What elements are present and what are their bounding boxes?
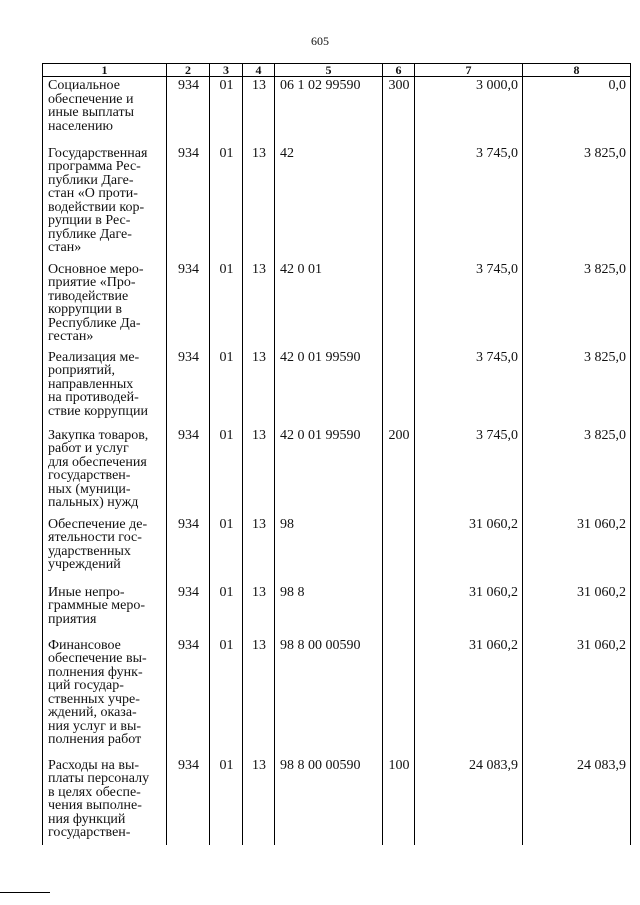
cell-expense-type: 100 bbox=[383, 757, 415, 845]
cell-target-article: 98 8 bbox=[275, 584, 383, 637]
cell-target-article: 42 0 01 99590 bbox=[275, 427, 383, 516]
table-row bbox=[43, 261, 631, 349]
cell-amount-year1: 24 083,9 bbox=[415, 757, 523, 845]
cell-subsection: 13 bbox=[243, 584, 275, 637]
column-header: 2 bbox=[167, 64, 210, 77]
cell-amount-year1: 3 745,0 bbox=[415, 349, 523, 427]
scan-artifact-line bbox=[0, 892, 50, 893]
cell-expense-type bbox=[383, 349, 415, 427]
cell-amount-year1: 31 060,2 bbox=[415, 516, 523, 584]
cell-ministry-code: 934 bbox=[167, 427, 210, 516]
cell-section: 01 bbox=[210, 427, 243, 516]
cell-subsection: 13 bbox=[243, 637, 275, 757]
cell-expense-type bbox=[383, 145, 415, 261]
column-header: 3 bbox=[210, 64, 243, 77]
cell-amount-year1: 3 745,0 bbox=[415, 145, 523, 261]
cell-section: 01 bbox=[210, 261, 243, 349]
table-row bbox=[43, 516, 631, 584]
cell-subsection: 13 bbox=[243, 757, 275, 845]
cell-section: 01 bbox=[210, 584, 243, 637]
table-row bbox=[43, 427, 631, 516]
cell-subsection: 13 bbox=[243, 77, 275, 145]
table-row bbox=[43, 145, 631, 261]
cell-section: 01 bbox=[210, 145, 243, 261]
row-name: Социальное обеспечение и иные выплаты населению bbox=[43, 77, 167, 145]
cell-target-article: 98 8 00 00590 bbox=[275, 637, 383, 757]
column-header: 5 bbox=[275, 64, 383, 77]
column-header: 6 bbox=[383, 64, 415, 77]
row-name: Реализация ме- роприятий, направленных на противодей- ствие коррупции bbox=[43, 349, 167, 427]
cell-section: 01 bbox=[210, 637, 243, 757]
cell-subsection: 13 bbox=[243, 261, 275, 349]
cell-ministry-code: 934 bbox=[167, 261, 210, 349]
row-name: Обеспечение де- ятельности гос- ударственных учреждений bbox=[43, 516, 167, 584]
table-row bbox=[43, 757, 631, 845]
cell-amount-year2: 3 825,0 bbox=[523, 145, 631, 261]
cell-subsection: 13 bbox=[243, 145, 275, 261]
cell-target-article: 42 0 01 bbox=[275, 261, 383, 349]
cell-amount-year2: 24 083,9 bbox=[523, 757, 631, 845]
cell-ministry-code: 934 bbox=[167, 516, 210, 584]
cell-expense-type bbox=[383, 261, 415, 349]
cell-amount-year2: 31 060,2 bbox=[523, 516, 631, 584]
cell-amount-year2: 0,0 bbox=[523, 77, 631, 145]
cell-target-article: 42 0 01 99590 bbox=[275, 349, 383, 427]
cell-amount-year2: 31 060,2 bbox=[523, 584, 631, 637]
cell-amount-year1: 3 745,0 bbox=[415, 261, 523, 349]
cell-expense-type bbox=[383, 516, 415, 584]
row-name: Закупка товаров, работ и услуг для обеспечения государствен- ных (муници- пальных) нужд bbox=[43, 427, 167, 516]
cell-target-article: 98 bbox=[275, 516, 383, 584]
cell-expense-type bbox=[383, 584, 415, 637]
cell-ministry-code: 934 bbox=[167, 757, 210, 845]
cell-section: 01 bbox=[210, 757, 243, 845]
cell-amount-year1: 31 060,2 bbox=[415, 637, 523, 757]
cell-ministry-code: 934 bbox=[167, 349, 210, 427]
budget-table bbox=[42, 63, 631, 845]
table-row bbox=[43, 584, 631, 637]
cell-ministry-code: 934 bbox=[167, 584, 210, 637]
table-row bbox=[43, 349, 631, 427]
cell-expense-type: 300 bbox=[383, 77, 415, 145]
table-row bbox=[43, 637, 631, 757]
cell-section: 01 bbox=[210, 349, 243, 427]
column-header: 8 bbox=[523, 64, 631, 77]
cell-ministry-code: 934 bbox=[167, 77, 210, 145]
column-header: 4 bbox=[243, 64, 275, 77]
cell-target-article: 42 bbox=[275, 145, 383, 261]
cell-target-article: 06 1 02 99590 bbox=[275, 77, 383, 145]
row-name: Основное меро- приятие «Про- тиводействие коррупции в Республике Да- гестан» bbox=[43, 261, 167, 349]
cell-section: 01 bbox=[210, 516, 243, 584]
page-number: 605 bbox=[311, 34, 329, 48]
row-name: Иные непро- граммные меро- приятия bbox=[43, 584, 167, 637]
column-header: 7 bbox=[415, 64, 523, 77]
cell-amount-year2: 3 825,0 bbox=[523, 349, 631, 427]
cell-amount-year2: 3 825,0 bbox=[523, 427, 631, 516]
row-name: Финансовое обеспечение вы- полнения функ- ций государ- ственных учре- ждений, оказа- ния услуг и вы- полнения работ bbox=[43, 637, 167, 757]
row-name: Расходы на вы- платы персоналу в целях обеспе- чения выполне- ния функций государствен- bbox=[43, 757, 167, 845]
cell-amount-year2: 3 825,0 bbox=[523, 261, 631, 349]
cell-amount-year1: 3 745,0 bbox=[415, 427, 523, 516]
cell-expense-type bbox=[383, 637, 415, 757]
cell-subsection: 13 bbox=[243, 349, 275, 427]
cell-ministry-code: 934 bbox=[167, 637, 210, 757]
row-name: Государственная программа Рес- публики Даге- стан «О проти- водействии кор- рупции в Рес- публике Даге- стан» bbox=[43, 145, 167, 261]
cell-amount-year1: 31 060,2 bbox=[415, 584, 523, 637]
cell-subsection: 13 bbox=[243, 427, 275, 516]
column-header: 1 bbox=[43, 64, 167, 77]
cell-ministry-code: 934 bbox=[167, 145, 210, 261]
cell-subsection: 13 bbox=[243, 516, 275, 584]
cell-amount-year1: 3 000,0 bbox=[415, 77, 523, 145]
header-row bbox=[43, 64, 631, 77]
cell-target-article: 98 8 00 00590 bbox=[275, 757, 383, 845]
cell-expense-type: 200 bbox=[383, 427, 415, 516]
cell-amount-year2: 31 060,2 bbox=[523, 637, 631, 757]
cell-section: 01 bbox=[210, 77, 243, 145]
table-row bbox=[43, 77, 631, 145]
